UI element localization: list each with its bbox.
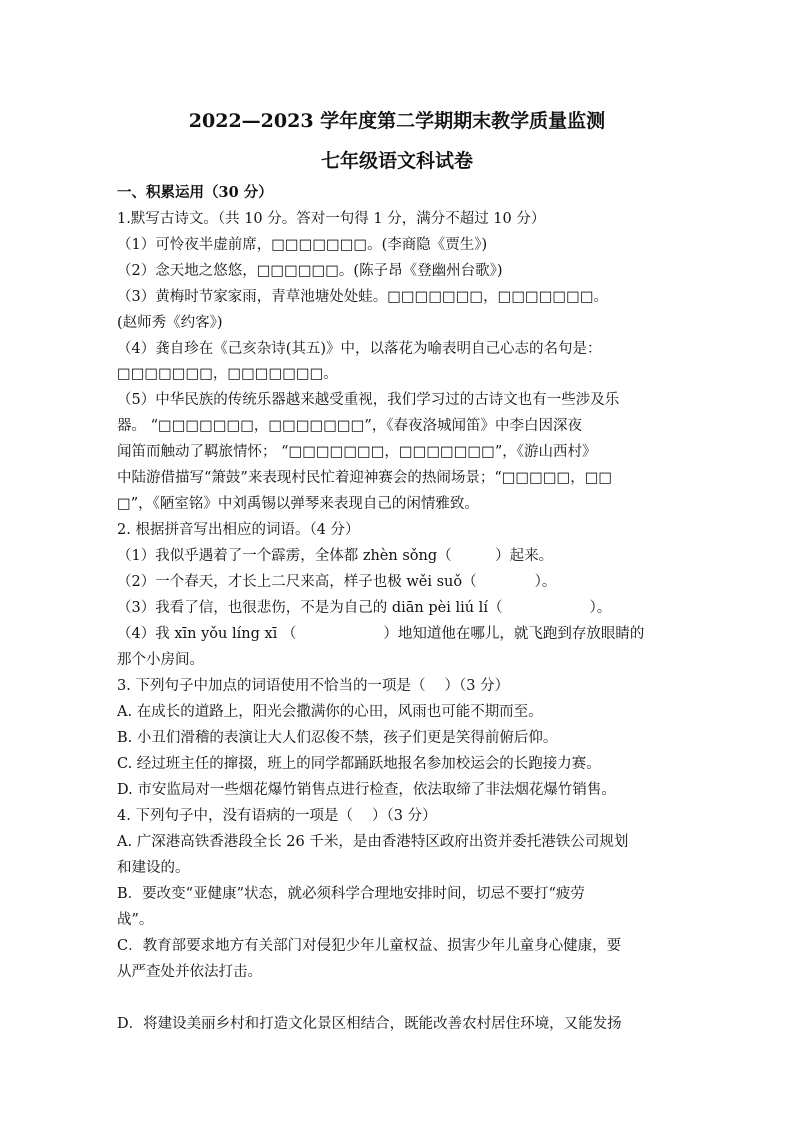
question-4-option-b-line-2: 战”。 — [117, 912, 154, 928]
question-2-item-4: （4）我 xīn yǒu líng xī （ ）地知道他在哪儿，就飞跑到存放眼睛的 — [117, 626, 645, 642]
exam-title: 2022—2023 学年度第二学期期末教学质量监测 — [188, 110, 606, 132]
question-4-option-d: D．将建设美丽乡村和打造文化景区相结合，既能改善农村居住环境，又能发扬 — [117, 1016, 622, 1032]
question-4-option-a: A. 广深港高铁香港段全长 26 千米，是由香港特区政府出资并委托港铁公司规划 — [117, 834, 629, 850]
question-4-option-b: B．要改变“亚健康”状态，就必须科学合理地安排时间，切忌不要打“疲劳 — [117, 886, 585, 902]
question-2-item-4-line-2: 那个小房间。 — [117, 652, 204, 668]
section-heading: 一、积累运用（30 分） — [117, 184, 273, 201]
question-3-option-b: B. 小丑们滑稽的表演让大人们忍俊不禁，孩子们更是笑得前俯后仰。 — [117, 730, 558, 746]
question-3-option-a: A. 在成长的道路上，阳光会撒满你的心田，风雨也可能不期而至。 — [117, 704, 543, 720]
question-2-item-3: （3）我看了信，也很悲伤，不是为自己的 diān pèi liú lí（ ）。 — [117, 600, 612, 616]
question-1-item-2: （2）念天地之悠悠，□□□□□□。(陈子昂《登幽州台歌》) — [117, 263, 503, 279]
question-1-item-1: （1）可怜夜半虚前席，□□□□□□□。(李商隐《贾生》) — [117, 237, 488, 253]
question-1-item-5-line-3: 闻笛而触动了羁旅情怀； “□□□□□□□，□□□□□□□”，《游山西村》 — [117, 444, 597, 460]
question-4-option-c: C．教育部要求地方有关部门对侵犯少年儿童权益、损害少年儿童身心健康，要 — [117, 938, 622, 954]
question-1-stem: 1.默写古诗文。（共 10 分。答对一句得 1 分，满分不超过 10 分） — [117, 211, 546, 227]
question-1-item-5: （5）中华民族的传统乐器越来越受重视，我们学习过的古诗文也有一些涉及乐 — [117, 392, 620, 408]
exam-subtitle: 七年级语文科试卷 — [320, 150, 473, 172]
question-4-option-c-line-2: 从严查处并依法打击。 — [117, 964, 262, 980]
question-1-item-5-line-2: 器。 “□□□□□□□，□□□□□□□”，《春夜洛城闻笛》中李白因深夜 — [117, 418, 582, 434]
question-3-option-d: D. 市安监局对一些烟花爆竹销售点进行检查，依法取缔了非法烟花爆竹销售。 — [117, 782, 616, 798]
question-1-item-5-line-4: 中陆游借描写“箫鼓”来表现村民忙着迎神赛会的热闹场景；“□□□□□，□□ — [117, 470, 613, 486]
question-1-item-5-line-5: □”，《陋室铭》中刘禹锡以弹琴来表现自己的闲情雅致。 — [117, 496, 479, 512]
question-1-item-3-source: (赵师秀《约客》) — [117, 315, 223, 331]
question-1-item-4-blanks: □□□□□□□，□□□□□□□。 — [117, 366, 338, 382]
question-3-option-c: C. 经过班主任的撺掇，班上的同学都踊跃地报名参加校运会的长跑接力赛。 — [117, 756, 601, 772]
question-4-stem: 4. 下列句子中，没有语病的一项是（ ）（3 分） — [117, 808, 437, 824]
question-3-stem: 3. 下列句子中加点的词语使用不恰当的一项是（ ）（3 分） — [117, 678, 510, 694]
question-1-item-3: （3）黄梅时节家家雨，青草池塘处处蛙。□□□□□□□，□□□□□□□。 — [117, 289, 609, 305]
question-1-item-4: （4）龚自珍在《己亥杂诗(其五)》中，以落花为喻表明自己心志的名句是： — [117, 341, 602, 357]
question-4-option-a-line-2: 和建设的。 — [117, 860, 190, 876]
question-2-item-1: （1）我似乎遇着了一个霹雳，全体都 zhèn sǒng（ ）起来。 — [117, 548, 554, 564]
question-2-item-2: （2）一个春天，才长上二尺来高，样子也极 wěi suǒ（ ）。 — [117, 574, 557, 590]
question-2-stem: 2. 根据拼音写出相应的词语。（4 分） — [117, 522, 360, 538]
